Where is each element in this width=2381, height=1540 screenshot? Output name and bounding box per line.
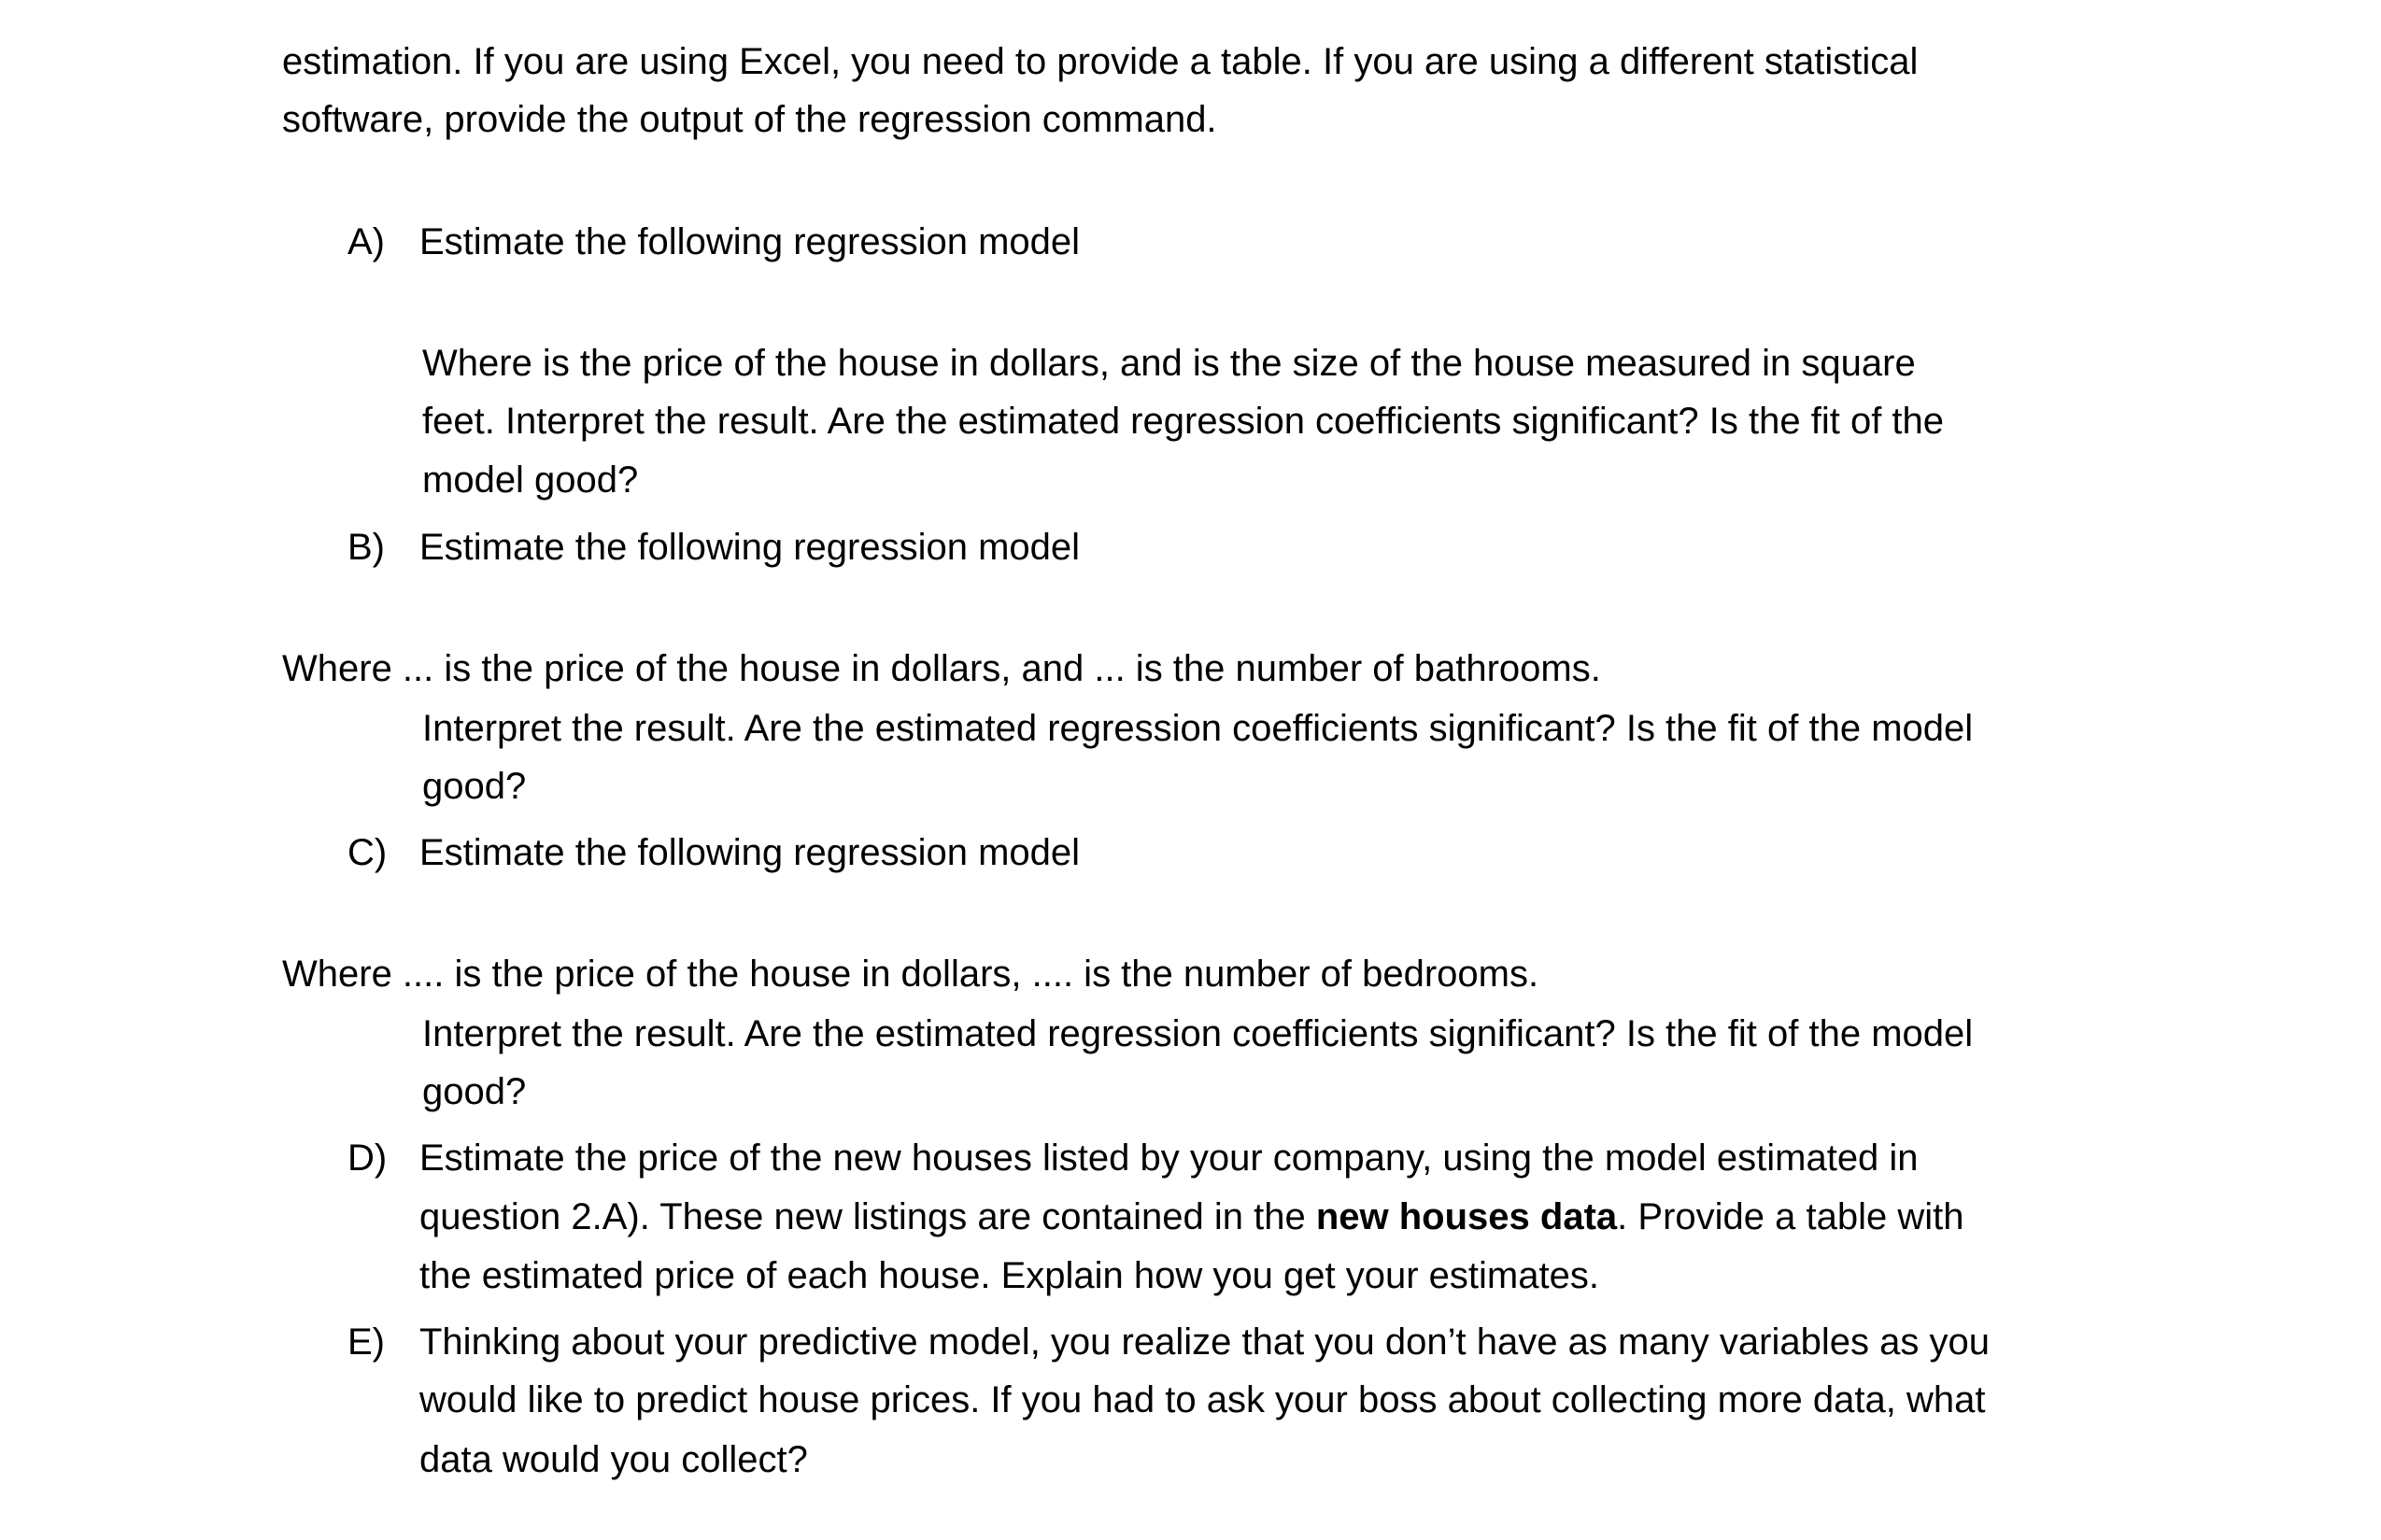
item-e-line-3: data would you collect?: [419, 1439, 808, 1480]
item-b-line-2: good?: [422, 766, 527, 807]
item-d-line-3: the estimated price of each house. Explain how you get your estimates.: [419, 1255, 1599, 1296]
item-d-line-2-pre: question 2.A). These new listings are contained in the: [419, 1196, 1316, 1237]
item-b-where: Where ... is the price of the house in dollars, and ... is the number of bathrooms.: [282, 648, 1601, 689]
intro-line-1: estimation. If you are using Excel, you need to provide a table. If you are using a different statistical: [282, 41, 1919, 82]
item-c-where: Where .... is the price of the house in dollars, .... is the number of bedrooms.: [282, 954, 1539, 995]
item-a-line-1: Where is the price of the house in dollars, and is the size of the house measured in square: [422, 343, 1916, 384]
new-houses-data-emphasis: new houses data: [1315, 1196, 1618, 1237]
item-e-line-1: Thinking about your predictive model, you realize that you don’t have as many variables as you: [419, 1321, 1990, 1363]
item-a-marker: A): [347, 221, 385, 262]
item-c-heading: Estimate the following regression model: [419, 832, 1081, 873]
item-a-line-3: model good?: [422, 459, 639, 501]
item-e-line-2: would like to predict house prices. If you had to ask your boss about collecting more data, what: [419, 1379, 1986, 1420]
item-d-line-1: Estimate the price of the new houses listed by your company, using the model estimated in: [419, 1137, 1919, 1179]
item-a-heading: Estimate the following regression model: [419, 221, 1081, 262]
intro-line-2: software, provide the output of the regression command.: [282, 99, 1217, 140]
item-b-line-1: Interpret the result. Are the estimated regression coefficients significant? Is the fit of the model: [422, 708, 1974, 749]
item-b-marker: B): [347, 527, 385, 568]
item-c-line-2: good?: [422, 1071, 527, 1112]
item-d-marker: D): [347, 1137, 388, 1179]
item-c-line-1: Interpret the result. Are the estimated regression coefficients significant? Is the fit of the model: [422, 1013, 1974, 1054]
item-d-line-2-post: . Provide a table with: [1617, 1196, 1964, 1237]
item-b-heading: Estimate the following regression model: [419, 527, 1081, 568]
item-c-marker: C): [347, 832, 388, 873]
item-d-line-2: [419, 1194, 1963, 1239]
item-a-line-2: feet. Interpret the result. Are the estimated regression coefficients significant? Is the fit of the: [422, 401, 1945, 442]
item-e-marker: E): [347, 1321, 385, 1363]
